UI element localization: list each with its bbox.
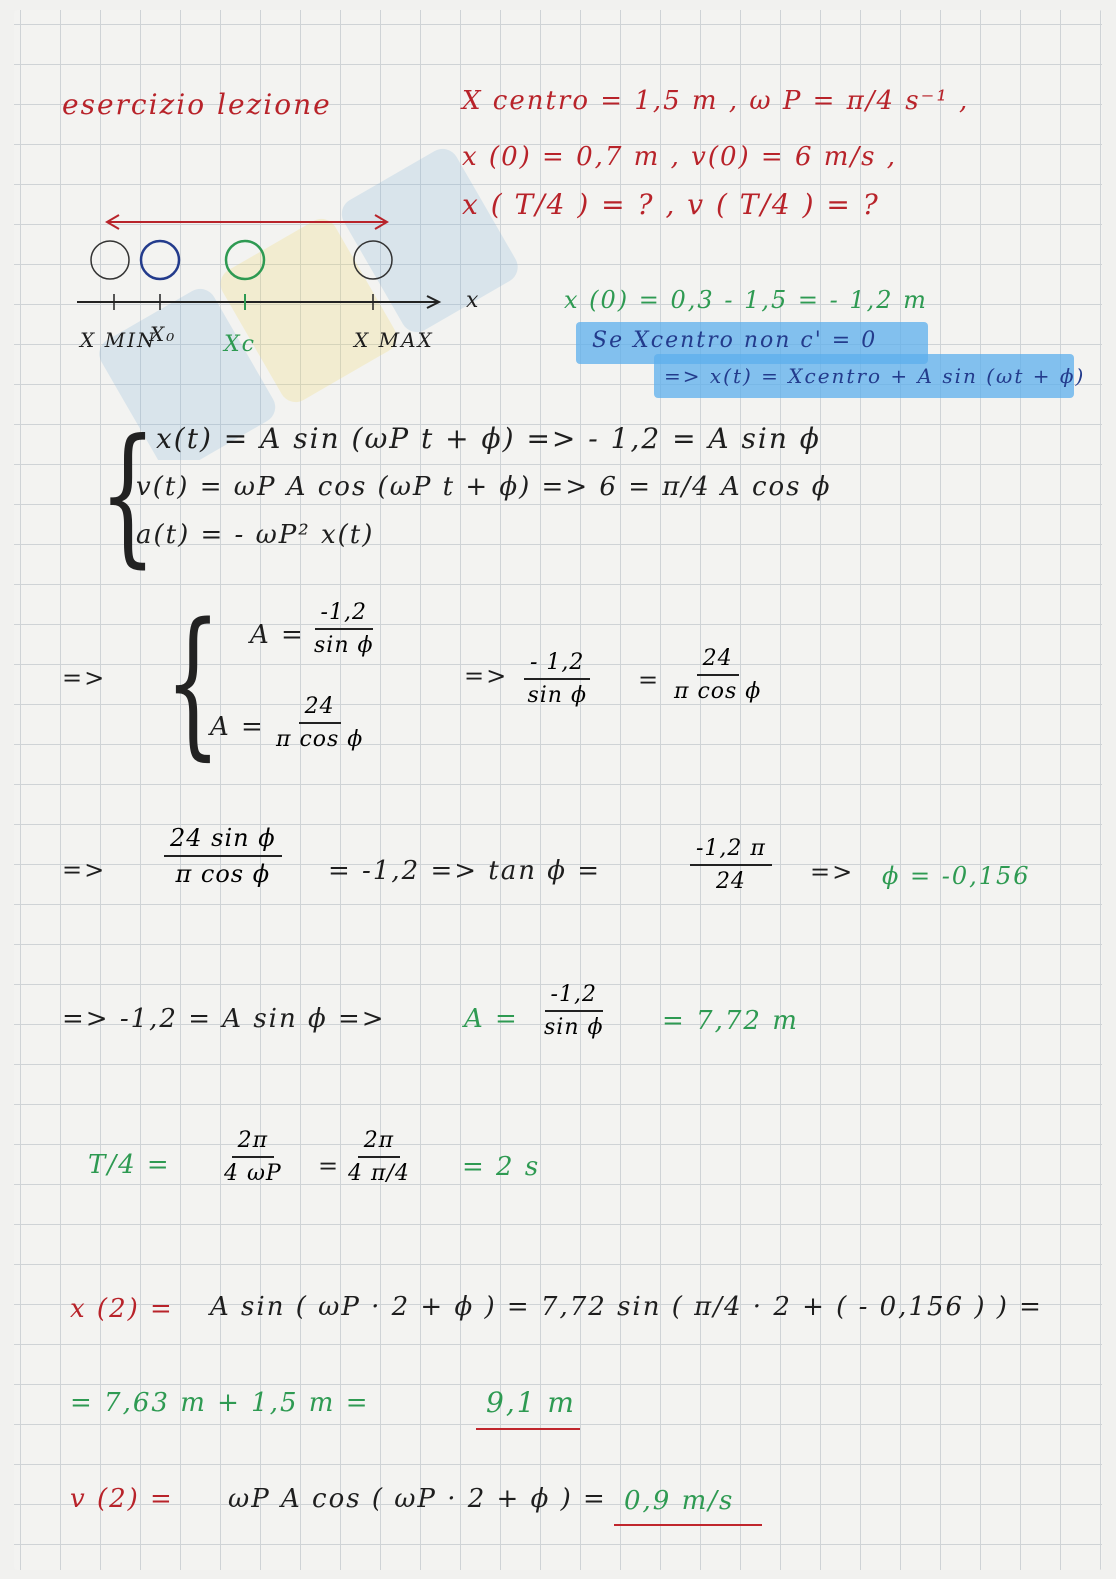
period-lhs: T/4 = (88, 1150, 171, 1180)
given-line-2: x (0) = 0,7 m , v(0) = 6 m/s , (462, 142, 898, 172)
period-den-2: 4 π/4 (348, 1161, 410, 1186)
eq-velocity: v(t) = ωP A cos (ωP t + ϕ) => 6 = π/4 A cos ϕ (136, 472, 832, 502)
period-den-1: 4 ωP (224, 1161, 282, 1186)
ball-xc (226, 241, 264, 279)
step3-arrow: => (62, 856, 107, 884)
a2-den: π cos ϕ (276, 727, 364, 752)
label-xmax: X MAX (354, 328, 434, 352)
step3-arrow-2: => (810, 858, 855, 886)
ratio-eq: = (638, 666, 661, 694)
ball-xmax (354, 241, 392, 279)
phi-result: ϕ = -0,156 (882, 862, 1031, 890)
eq-position: x(t) = A sin (ωP t + ϕ) => - 1,2 = A sin ϕ (156, 422, 821, 455)
ratio-left-num: - 1,2 (524, 650, 590, 680)
x2-result: 9,1 m (486, 1386, 576, 1419)
given-line-1: X centro = 1,5 m , ω P = π/4 s⁻¹ , (462, 86, 970, 116)
label-xmin: X MIN (80, 328, 157, 352)
a2-num: 24 (299, 694, 341, 724)
ball-x0 (141, 241, 179, 279)
a1-fraction (314, 600, 373, 658)
amplitude-num: -1,2 (545, 982, 603, 1012)
ratio-right-den: π cos ϕ (674, 679, 762, 704)
x0-computation: x (0) = 0,3 - 1,5 = - 1,2 m (564, 286, 928, 314)
v2-result-underline (614, 1524, 762, 1526)
ball-xmin (91, 241, 129, 279)
step2-arrow: => (62, 664, 107, 692)
step4-lhs: => -1,2 = A sin ϕ => (62, 1004, 386, 1034)
exercise-title: esercizio lezione (62, 88, 332, 121)
tan-result-fraction (690, 836, 772, 894)
ratio-left-den: sin ϕ (527, 683, 587, 708)
system-brace-2: { (164, 588, 221, 775)
amplitude-fraction (544, 982, 603, 1040)
period-eq: = (318, 1152, 341, 1180)
eq-acceleration: a(t) = - ωP² x(t) (136, 520, 375, 550)
tan-fraction-den: π cos ϕ (175, 860, 271, 888)
period-result: = 2 s (462, 1152, 541, 1182)
period-num-2: 2π (358, 1128, 400, 1158)
ratio-right (674, 646, 761, 704)
x2-result-underline (476, 1428, 580, 1430)
axis-label-x: x (466, 288, 481, 313)
x2-sum: = 7,63 m + 1,5 m = (70, 1388, 370, 1418)
ratio-left (524, 650, 590, 708)
a1-den: sin ϕ (314, 633, 374, 658)
amplitude-result: = 7,72 m (662, 1006, 799, 1036)
a1-lhs: A = (250, 620, 305, 650)
amplitude-den: sin ϕ (544, 1015, 604, 1040)
x2-rhs: A sin ( ωP · 2 + ϕ ) = 7,72 sin ( π/4 · 2 + ( - 0,156 ) ) = (210, 1292, 1043, 1322)
label-xc: Xc (224, 332, 256, 357)
a2-fraction (276, 694, 363, 752)
period-fraction-2 (348, 1128, 410, 1186)
notebook-page (14, 10, 1102, 1570)
tan-result-num: -1,2 π (690, 836, 772, 866)
v2-rhs: ωP A cos ( ωP · 2 + ϕ ) = (228, 1484, 607, 1514)
system-brace-1: { (99, 408, 157, 582)
v2-result: 0,9 m/s (624, 1486, 735, 1516)
period-fraction-1 (224, 1128, 282, 1186)
tan-result-den: 24 (715, 869, 746, 894)
label-x0: X₀ (150, 322, 177, 346)
tan-fraction (164, 824, 282, 888)
amplitude-lhs: A = (464, 1004, 519, 1034)
step2-arrow-2: => (464, 662, 509, 690)
note-line-1: Se Xcentro non c' = 0 (592, 328, 878, 353)
a1-num: -1,2 (315, 600, 373, 630)
step3-middle: = -1,2 => tan ϕ = (328, 856, 602, 886)
period-num-1: 2π (232, 1128, 274, 1158)
tan-fraction-num: 24 sin ϕ (164, 824, 282, 857)
a2-lhs: A = (210, 712, 265, 742)
x2-lhs: x (2) = (70, 1294, 174, 1324)
v2-lhs: v (2) = (70, 1484, 174, 1514)
note-line-2: => x(t) = Xcentro + A sin (ωt + ϕ) (664, 364, 1086, 388)
question-line: x ( T/4 ) = ? , v ( T/4 ) = ? (462, 188, 880, 221)
ratio-right-num: 24 (697, 646, 739, 676)
